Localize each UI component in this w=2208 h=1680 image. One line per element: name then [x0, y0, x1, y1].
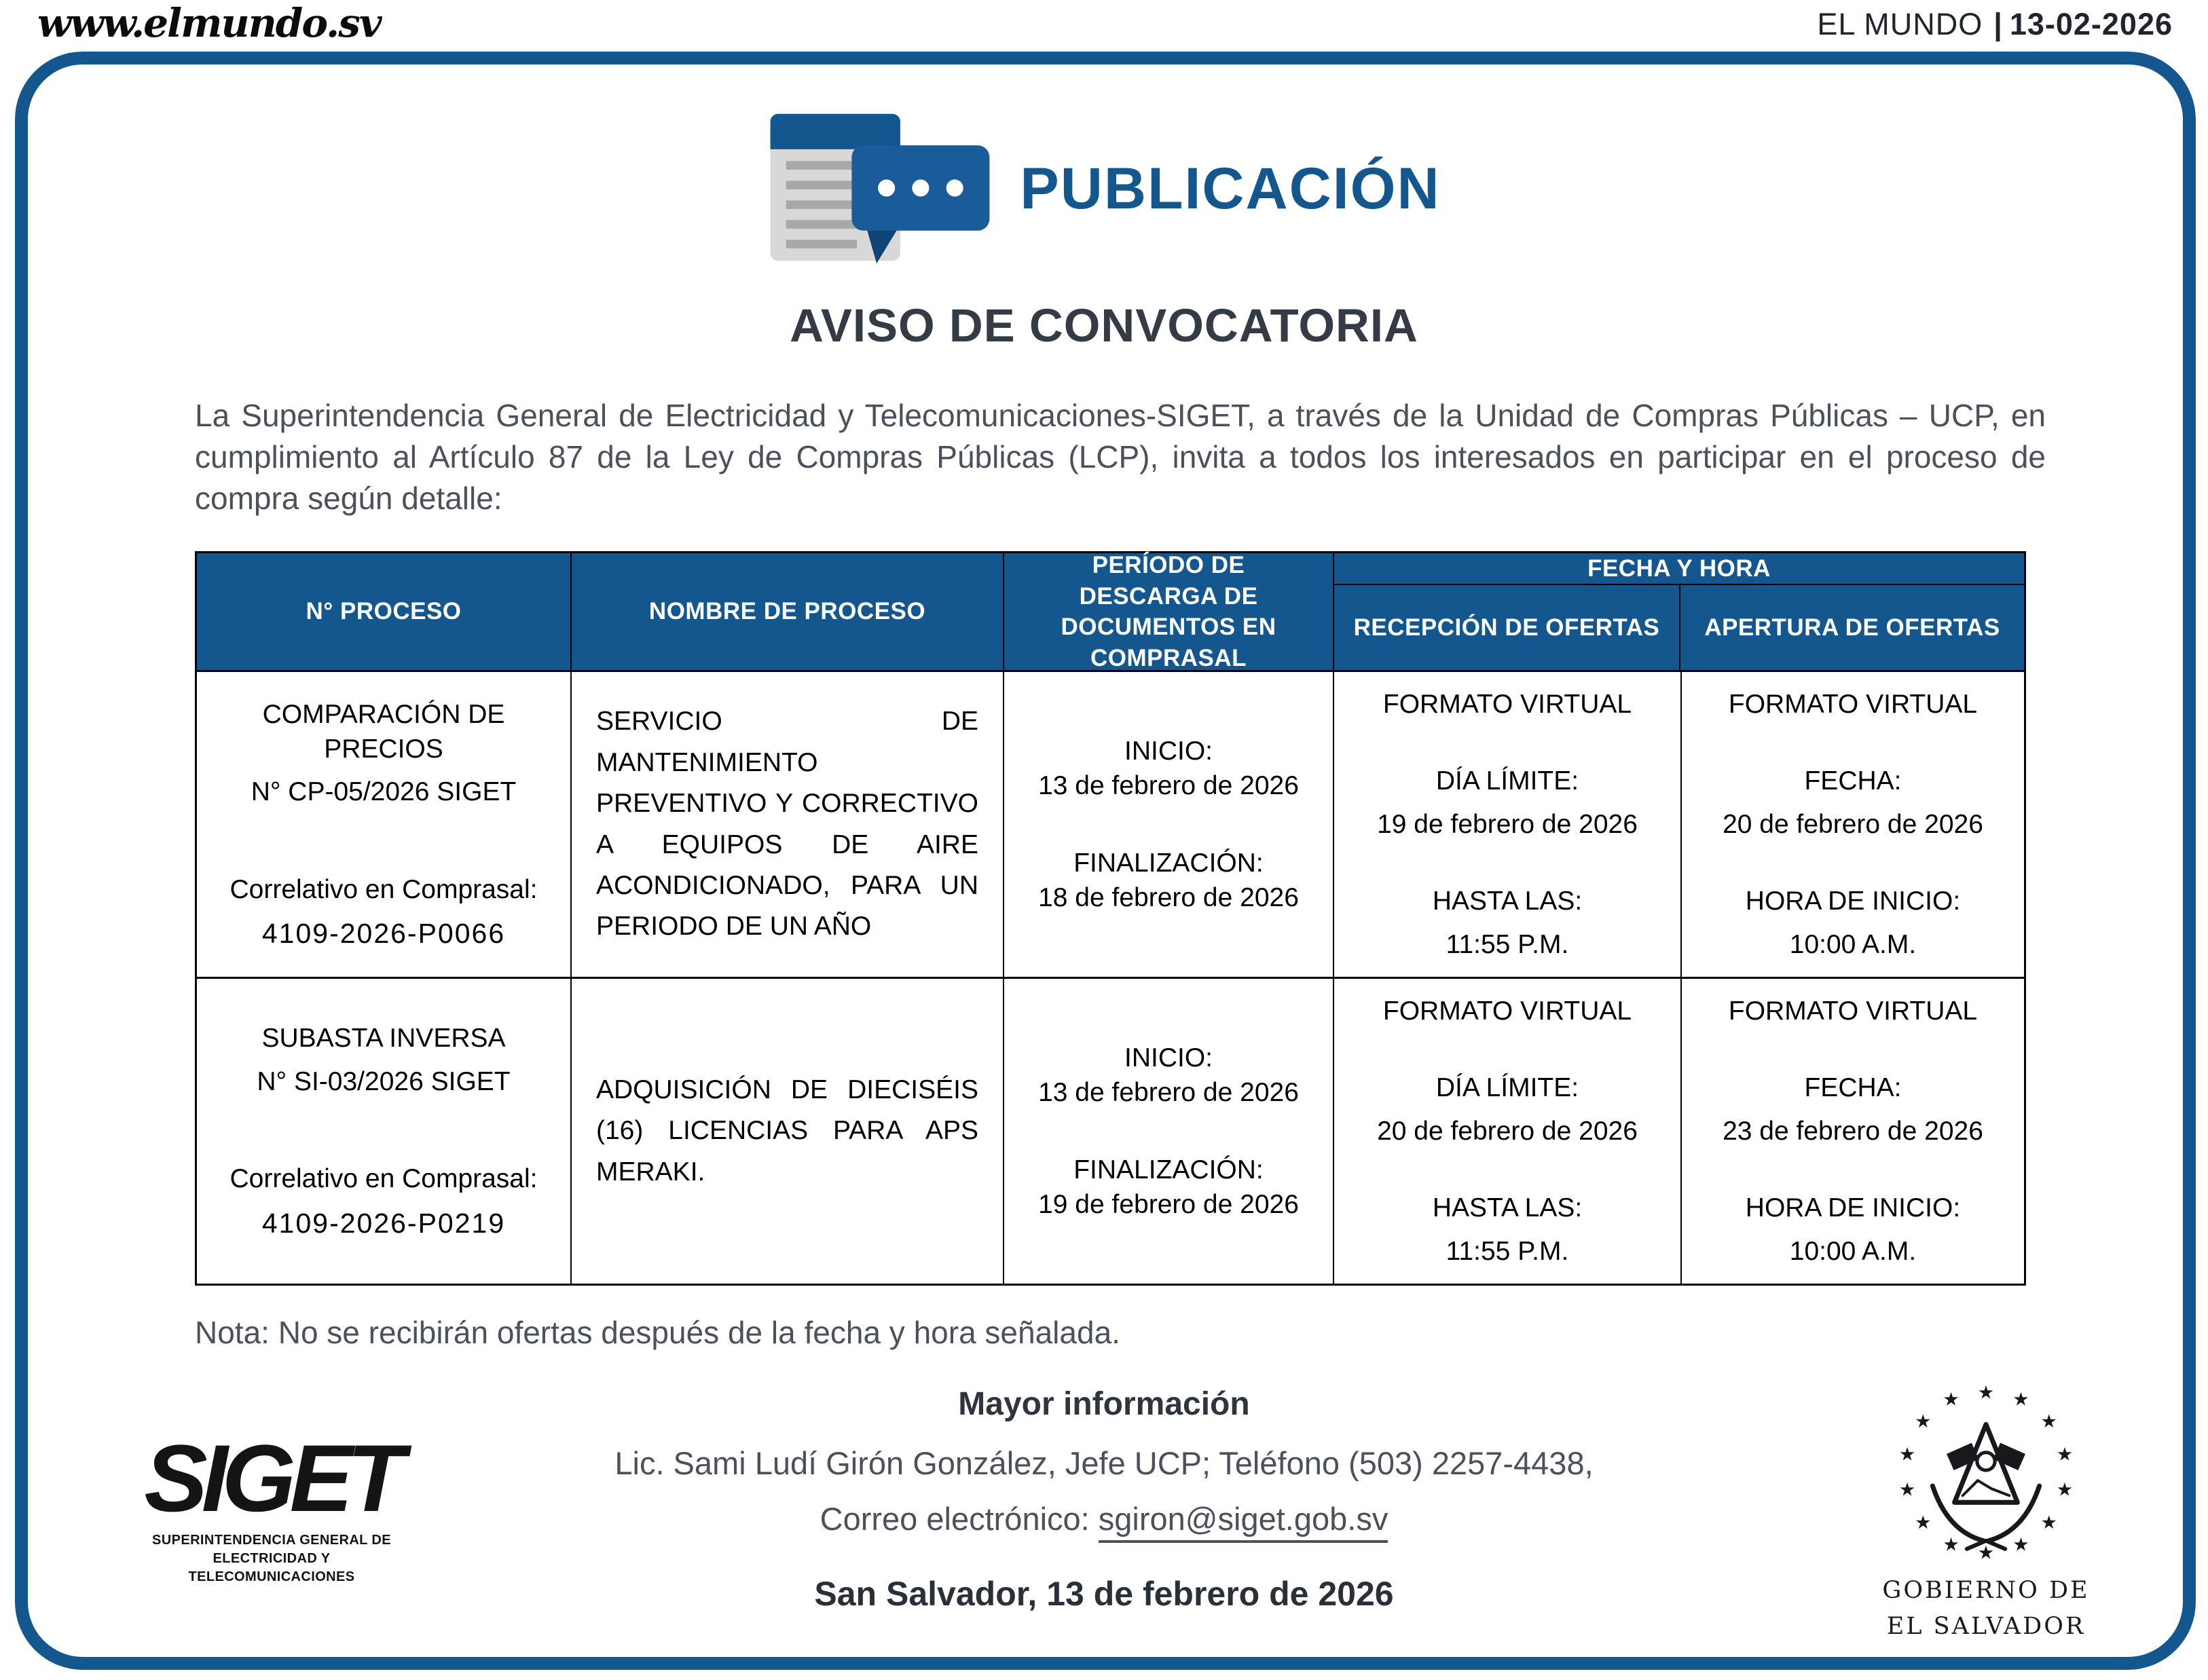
dia-limite-label: DÍA LÍMITE:	[1435, 1073, 1579, 1103]
col-header-nombre: NOMBRE DE PROCESO	[572, 553, 1004, 670]
inicio-fecha: 13 de febrero de 2026	[1038, 771, 1299, 801]
svg-text:★: ★	[2040, 1512, 2057, 1534]
svg-text:★: ★	[1915, 1512, 1932, 1534]
recepcion-formato: FORMATO VIRTUAL	[1382, 689, 1632, 719]
correlativo-label: Correlativo en Comprasal:	[229, 874, 538, 904]
siget-sub-line1: SUPERINTENDENCIA GENERAL DE	[152, 1533, 391, 1548]
apertura-formato: FORMATO VIRTUAL	[1728, 689, 1978, 719]
email-link[interactable]: sgiron@siget.gob.sv	[1099, 1501, 1388, 1543]
cell-apertura	[1682, 672, 2024, 977]
page-title: AVISO DE CONVOCATORIA	[790, 299, 1418, 352]
intro-paragraph: La Superintendencia General de Electricidad y Telecomunicaciones-SIGET, a través de la Unidad de Compras Públicas – UCP, en cumplimiento al Artículo 87 de la Ley de Compras Públicas (LCP), invita a todos los interesados en participar en el proceso de compra según detalle:	[195, 398, 2046, 517]
contact-line: Lic. Sami Ludí Girón González, Jefe UCP; Teléfono (503) 2257-4438,	[614, 1444, 1594, 1481]
process-table	[195, 551, 2026, 1286]
col-header-periodo: PERÍODO DE DESCARGA DE DOCUMENTOS EN COMPRASAL	[1004, 553, 1334, 670]
correlativo-label: Correlativo en Comprasal:	[229, 1164, 538, 1194]
correlativo-codigo: 4109-2026-P0066	[261, 918, 506, 950]
gobierno-logo-text	[1877, 1573, 2095, 1644]
svg-text:★: ★	[1977, 1385, 1995, 1404]
cell-nombre	[572, 672, 1004, 977]
gobierno-el-salvador-logo	[1877, 1385, 2095, 1644]
hasta-las-label: HASTA LAS:	[1432, 1193, 1583, 1223]
hora-inicio-hora: 10:00 A.M.	[1789, 1236, 1917, 1266]
apertura-fecha-label: FECHA:	[1804, 1073, 1902, 1103]
email-line	[323, 1500, 1885, 1538]
siget-sub-line2: ELECTRICIDAD Y TELECOMUNICACIONES	[188, 1551, 355, 1584]
cell-recepcion	[1334, 672, 1682, 977]
cell-periodo	[1004, 979, 1334, 1284]
gobierno-coat-of-arms-icon	[1881, 1385, 2091, 1565]
svg-text:★: ★	[1977, 1542, 1995, 1563]
cell-proceso	[197, 979, 572, 1284]
masthead-paper-name: EL MUNDO	[1817, 7, 1983, 41]
gobierno-text-line1: GOBIERNO DE	[1882, 1577, 2090, 1604]
proceso-tipo: SUBASTA INVERSA	[261, 1024, 506, 1053]
svg-text:★: ★	[1943, 1389, 1959, 1411]
hora-inicio-hora: 10:00 A.M.	[1789, 929, 1917, 959]
cell-proceso	[197, 672, 572, 977]
svg-text:★: ★	[2040, 1411, 2057, 1432]
siget-logo-subtitle	[129, 1531, 414, 1586]
gobierno-text-line2: EL SALVADOR	[1886, 1612, 2086, 1640]
siget-logo	[129, 1425, 414, 1586]
finalizacion-label: FINALIZACIÓN:	[1073, 1155, 1264, 1184]
masthead-date: 13-02-2026	[2009, 7, 2173, 41]
proceso-tipo: COMPARACIÓN DE PRECIOS	[262, 699, 505, 764]
publication-document-chat-icon	[767, 109, 991, 269]
publication-badge-label: PUBLICACIÓN	[1020, 156, 1441, 221]
siget-logo-wordmark: SIGET	[144, 1425, 399, 1531]
recepcion-formato: FORMATO VIRTUAL	[1382, 996, 1632, 1026]
masthead-paper-date	[1817, 7, 2173, 42]
proceso-numero: N° CP-05/2026 SIGET	[251, 777, 517, 807]
finalizacion-fecha: 19 de febrero de 2026	[1038, 1189, 1299, 1219]
apertura-fecha-label: FECHA:	[1804, 766, 1902, 796]
publication-badge	[0, 109, 2208, 269]
dia-limite-fecha: 19 de febrero de 2026	[1377, 809, 1638, 839]
hora-inicio-label: HORA DE INICIO:	[1745, 1193, 1961, 1223]
proceso-numero: N° SI-03/2026 SIGET	[257, 1066, 511, 1096]
masthead-site-url: www.elmundo.sv	[37, 0, 381, 46]
col-header-recepcion: RECEPCIÓN DE OFERTAS	[1334, 585, 1680, 670]
svg-text:★: ★	[1943, 1534, 1959, 1556]
svg-text:★: ★	[1898, 1479, 1916, 1501]
place-date-line: San Salvador, 13 de febrero de 2026	[814, 1575, 1394, 1613]
fecha-hora-subheaders	[1334, 585, 2024, 670]
hasta-las-label: HASTA LAS:	[1432, 886, 1583, 916]
svg-text:★: ★	[2056, 1479, 2074, 1501]
col-header-apertura: APERTURA DE OFERTAS	[1704, 614, 2000, 641]
hora-inicio-label: HORA DE INICIO:	[1745, 886, 1961, 916]
table-row	[197, 977, 2024, 1284]
col-header-proceso: N° PROCESO	[197, 553, 572, 670]
inicio-fecha: 13 de febrero de 2026	[1038, 1078, 1299, 1108]
correlativo-codigo: 4109-2026-P0219	[261, 1207, 506, 1239]
apertura-formato: FORMATO VIRTUAL	[1728, 996, 1978, 1026]
finalizacion-label: FINALIZACIÓN:	[1073, 848, 1264, 878]
table-row	[197, 670, 2024, 977]
email-label: Correo electrónico:	[820, 1500, 1099, 1537]
cell-periodo	[1004, 672, 1334, 977]
nombre-proceso-text: SERVICIO DE MANTENIMIENTO PREVENTIVO Y CORRECTIVO A EQUIPOS DE AIRE ACONDICIONADO, PARA UN PERIODO DE UN AÑO	[596, 707, 978, 941]
masthead-separator: |	[1993, 7, 2003, 41]
cell-apertura	[1682, 979, 2024, 1284]
dia-limite-fecha: 20 de febrero de 2026	[1377, 1116, 1638, 1146]
inicio-label: INICIO:	[1124, 736, 1213, 766]
svg-text:★: ★	[2012, 1389, 2029, 1411]
cell-recepcion	[1334, 979, 1682, 1284]
dia-limite-label: DÍA LÍMITE:	[1435, 766, 1579, 796]
finalizacion-fecha: 18 de febrero de 2026	[1038, 882, 1299, 912]
inicio-label: INICIO:	[1124, 1043, 1213, 1072]
apertura-fecha: 23 de febrero de 2026	[1723, 1116, 1983, 1146]
hasta-las-hora: 11:55 P.M.	[1446, 1236, 1569, 1266]
svg-text:★: ★	[1898, 1444, 1916, 1466]
hasta-las-hora: 11:55 P.M.	[1446, 929, 1569, 959]
svg-text:★: ★	[1915, 1411, 1932, 1432]
col-header-fecha-hora: FECHA Y HORA	[1334, 553, 2024, 585]
mayor-informacion-heading: Mayor información	[958, 1386, 1250, 1422]
svg-text:★: ★	[2056, 1444, 2074, 1466]
apertura-fecha: 20 de febrero de 2026	[1723, 809, 1983, 839]
svg-text:★: ★	[2012, 1534, 2029, 1556]
nota-text: Nota: No se recibirán ofertas después de la fecha y hora señalada.	[195, 1315, 1120, 1350]
footer-info-block	[323, 1385, 1885, 1614]
table-header-row	[197, 553, 2024, 670]
col-group-fecha-hora	[1334, 553, 2024, 670]
nombre-proceso-text: ADQUISICIÓN DE DIECISÉIS (16) LICENCIAS PARA APS MERAKI.	[596, 1075, 978, 1187]
cell-nombre	[572, 979, 1004, 1284]
